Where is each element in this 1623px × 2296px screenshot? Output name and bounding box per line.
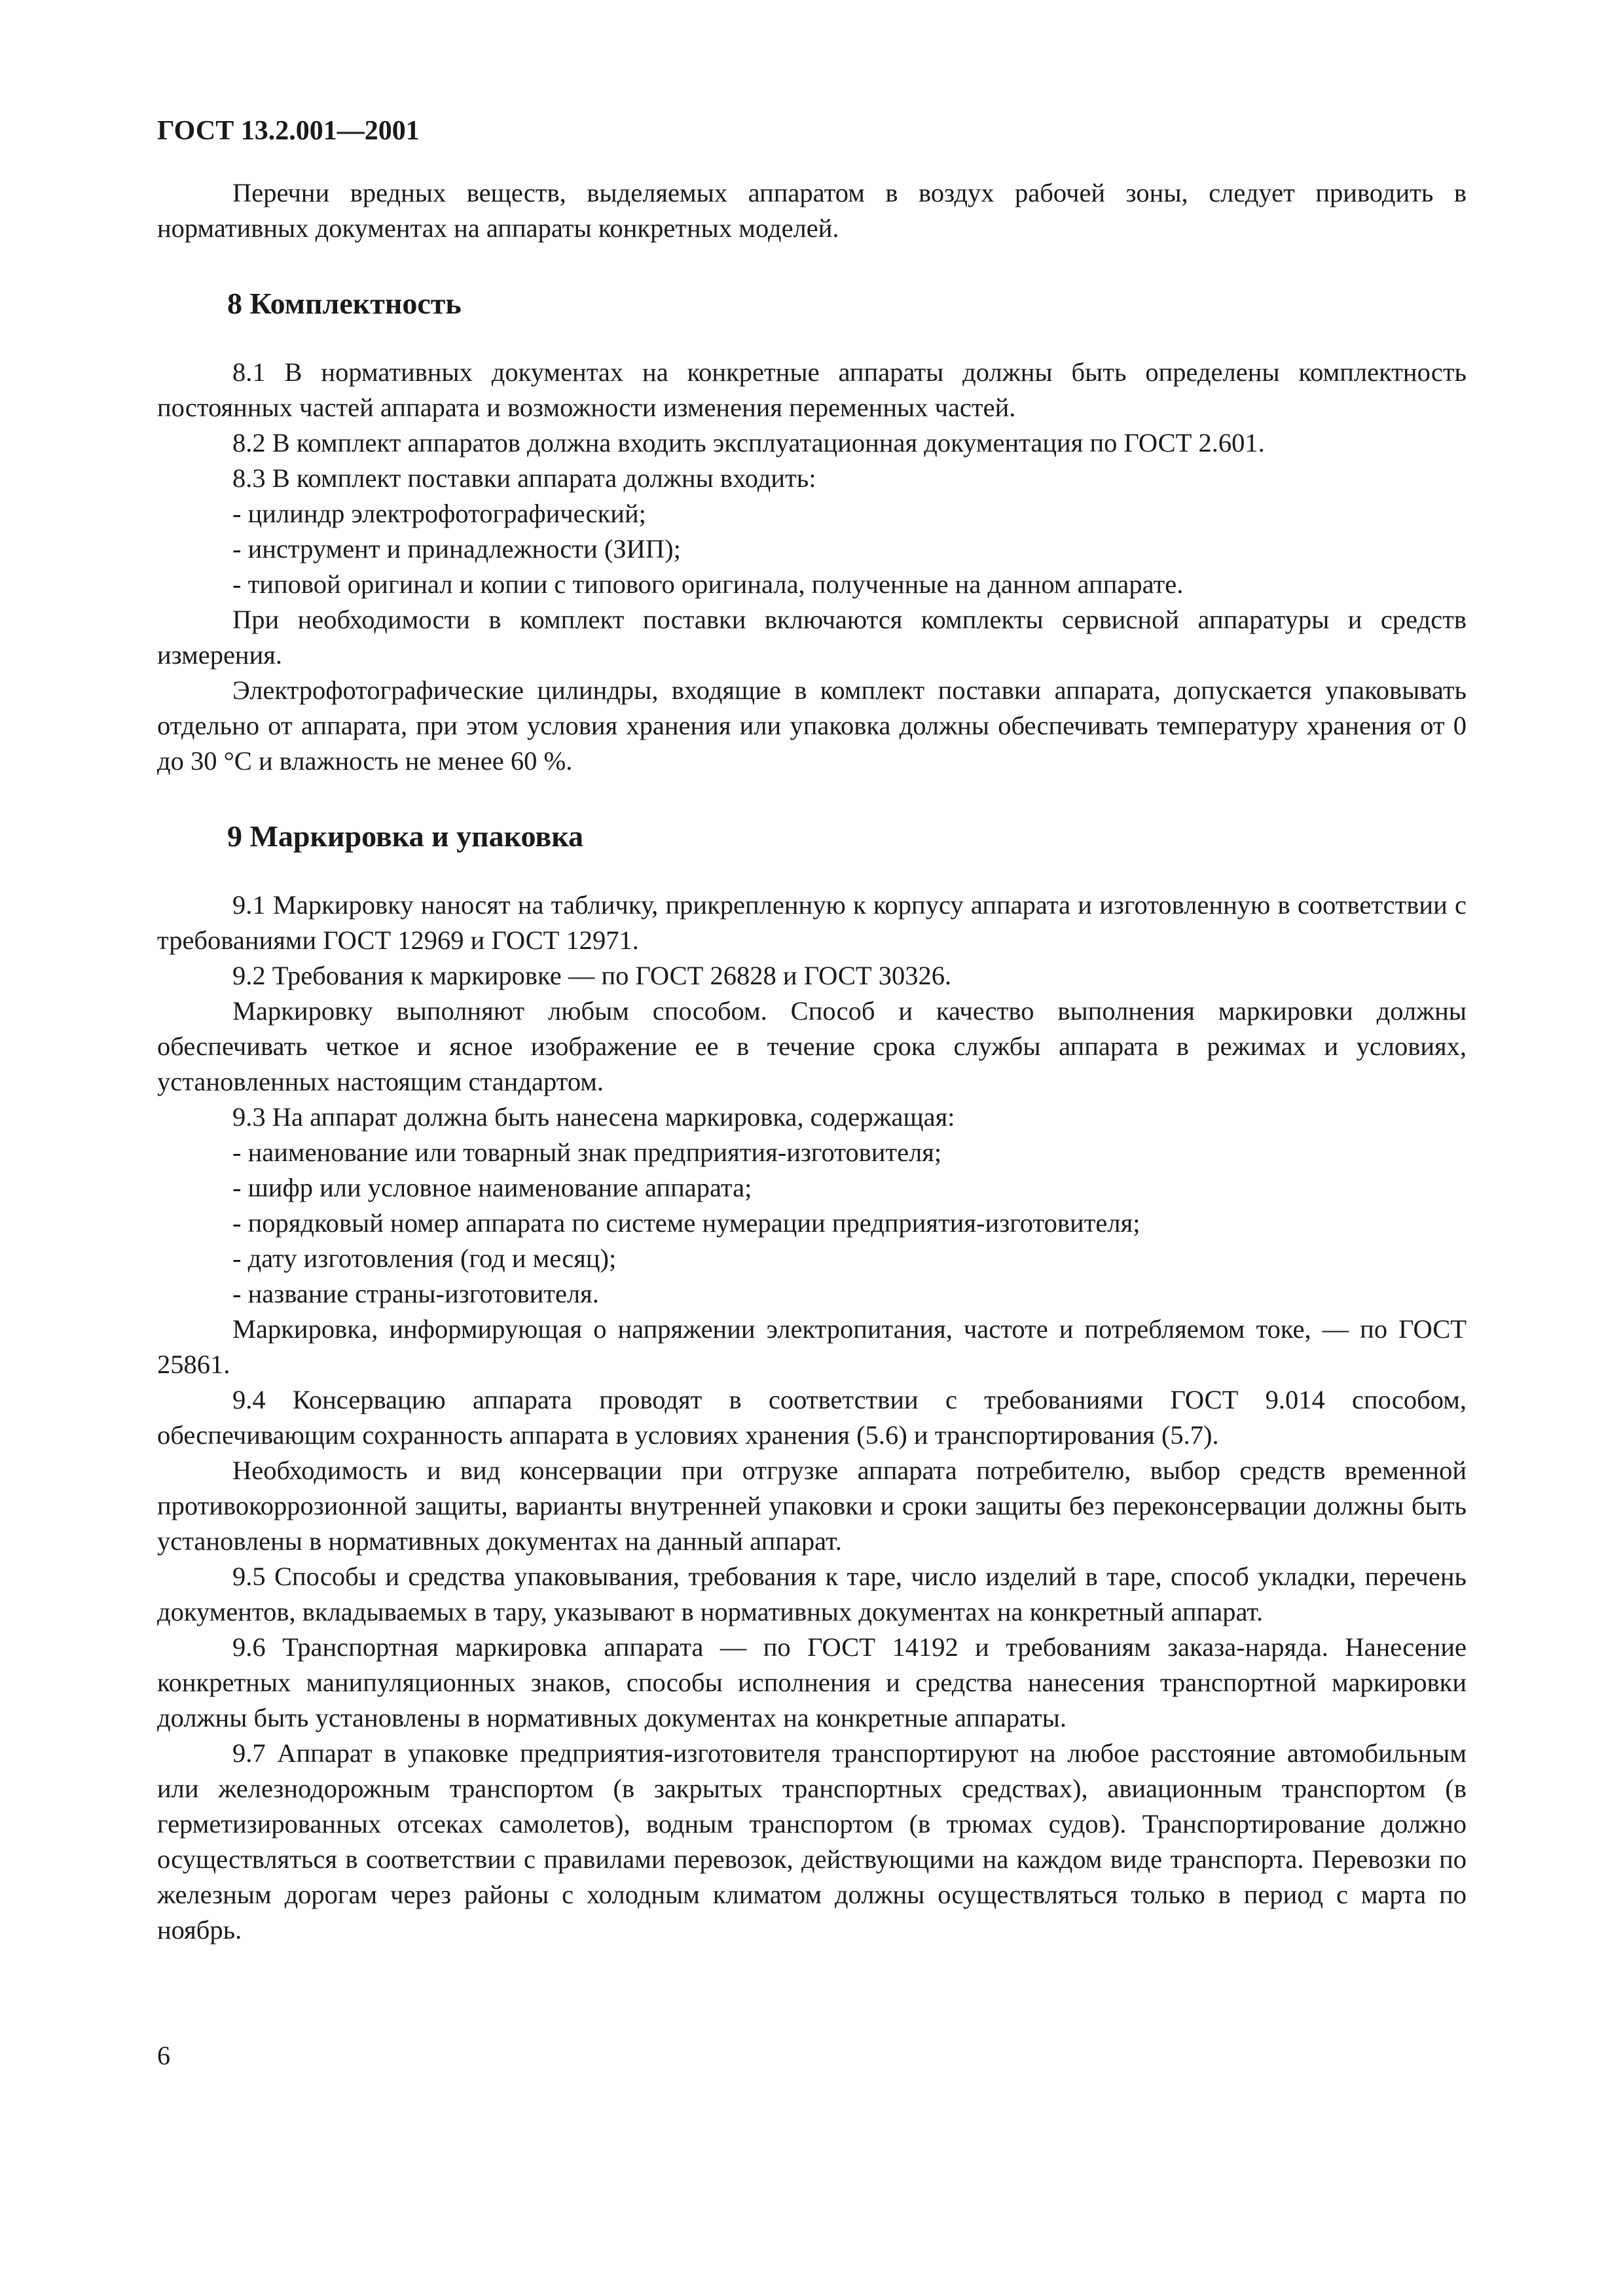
clause-9-2: 9.2 Требования к маркировке — по ГОСТ 26828 и ГОСТ 30326. xyxy=(232,961,952,990)
paragraph: При необходимости в комплект поставки включаются комплекты сервисной аппаратуры и средств измерения. xyxy=(157,605,1467,670)
paragraph: Электрофотографические цилиндры, входящие в комплект поставки аппарата, допускается упаковывать отдельно от аппарата, при этом условия хранения или упаковка должны обеспечивать температуру хранения от 0 до 30 °С и влажность не менее 60 %. xyxy=(157,675,1467,776)
list-item: - дату изготовления (год и месяц); xyxy=(232,1244,617,1273)
clause-8-1: 8.1 В нормативных документах на конкретные аппараты должны быть определены комплектность постоянных частей аппарата и возможности изменения переменных частей. xyxy=(157,357,1467,422)
clause-9-3: 9.3 На аппарат должна быть нанесена маркировка, содержащая: xyxy=(232,1102,955,1132)
list-item: - порядковый номер аппарата по системе нумерации предприятия-изготовителя; xyxy=(232,1208,1140,1238)
clause-8-2: 8.2 В комплект аппаратов должна входить эксплуатационная документация по ГОСТ 2.601. xyxy=(232,428,1265,457)
list-item: - наименование или товарный знак предприятия-изготовителя; xyxy=(232,1138,942,1167)
paragraph: Маркировка, информирующая о напряжении электропитания, частоте и потребляемом токе, — по ГОСТ 25861. xyxy=(157,1314,1467,1379)
list-item: - инструмент и принадлежности (ЗИП); xyxy=(232,534,681,564)
section-8-heading: 8 Комплектность xyxy=(227,287,462,320)
document-page xyxy=(157,111,1467,1948)
intro-paragraph: Перечни вредных веществ, выделяемых аппаратом в воздух рабочей зоны, следует приводить в нормативных документах на аппараты конкретных моделей. xyxy=(157,178,1467,243)
list-item: - шифр или условное наименование аппарата; xyxy=(232,1173,752,1202)
clause-9-7: 9.7 Аппарат в упаковке предприятия-изготовителя транспортируют на любое расстояние автомобильным или железнодорожным транспортом (в закрытых транспортных средствах), авиационным транспортом (в герметизированных отсеках самолетов), водным транспортом (в трюмах судов). Транспортирование должно осуществляться в соответствии с правилами перевозок, действующими на каждом виде транспорта. Перевозки по железным дорогам через районы с холодным климатом должны осуществляться только в период с марта по ноябрь. xyxy=(157,1738,1467,1945)
section-9-heading: 9 Маркировка и упаковка xyxy=(227,819,584,853)
clause-8-3: 8.3 В комплект поставки аппарата должны входить: xyxy=(232,463,816,493)
paragraph: Маркировку выполняют любым способом. Способ и качество выполнения маркировки должны обеспечивать четкое и ясное изображение ее в течение срока службы аппарата в режимах и условиях, установленных настоящим стандартом. xyxy=(157,996,1467,1096)
clause-9-1: 9.1 Маркировку наносят на табличку, прикрепленную к корпусу аппарата и изготовленную в соответствии с требованиями ГОСТ 12969 и ГОСТ 12971. xyxy=(157,890,1467,955)
clause-9-5: 9.5 Способы и средства упаковывания, требования к таре, число изделий в таре, способ укладки, перечень документов, вкладываемых в тару, указывают в нормативных документах на конкретный аппарат. xyxy=(157,1562,1467,1626)
clause-9-6: 9.6 Транспортная маркировка аппарата — по ГОСТ 14192 и требованиям заказа-наряда. Нанесение конкретных манипуляционных знаков, способы исполнения и средства нанесения транспортной маркировки должны быть установлены в нормативных документах на конкретные аппараты. xyxy=(157,1632,1467,1732)
document-header: ГОСТ 13.2.001—2001 xyxy=(157,116,420,146)
list-item: - цилиндр электрофотографический; xyxy=(232,499,646,528)
list-item: - название страны-изготовителя. xyxy=(232,1279,599,1308)
page-number: 6 xyxy=(157,2041,170,2070)
list-item: - типовой оригинал и копии с типового оригинала, полученные на данном аппарате. xyxy=(232,569,1184,599)
clause-9-4: 9.4 Консервацию аппарата проводят в соответствии с требованиями ГОСТ 9.014 способом, обеспечивающим сохранность аппарата в условиях хранения (5.6) и транспортирования (5.7). xyxy=(157,1385,1467,1450)
paragraph: Необходимость и вид консервации при отгрузке аппарата потребителю, выбор средств временной противокоррозионной защиты, варианты внутренней упаковки и сроки защиты без переконсервации должны быть установлены в нормативных документах на данный аппарат. xyxy=(157,1456,1467,1556)
